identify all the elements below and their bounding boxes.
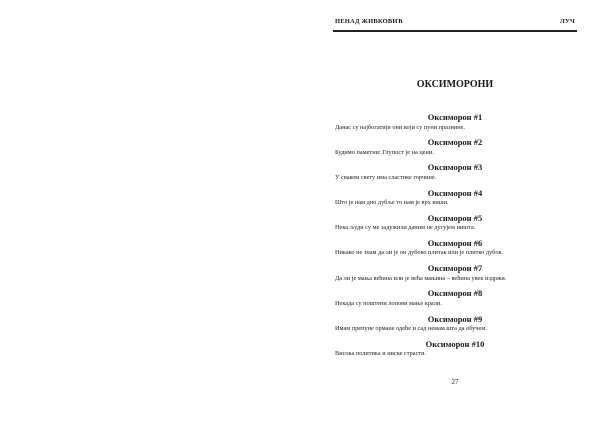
oxymoron-entry-3 <box>335 162 575 187</box>
book-page <box>333 0 577 424</box>
oxymoron-entry-1 <box>335 112 575 137</box>
header-book-title: ЛУЧ <box>560 18 575 25</box>
entry-heading: Оксиморон #1 <box>427 112 483 122</box>
chapter-title: ОКСИМОРОНИ <box>416 79 494 90</box>
entry-heading: Оксиморон #3 <box>427 162 483 173</box>
entry-text: Нека људи су ме задужили даним не дугујем ништа. <box>335 224 476 232</box>
oxymoron-entry-10 <box>335 339 575 364</box>
entry-text: Да ли је мања већина или је већа мањина – већина увек издржи. <box>335 274 507 282</box>
entry-text: Висока политика и ниске страсти. <box>335 350 427 358</box>
entry-heading: Оксиморон #4 <box>427 187 483 198</box>
header-rule <box>333 30 577 32</box>
oxymoron-entry-7 <box>335 263 575 288</box>
entry-heading: Оксиморон #9 <box>427 313 483 324</box>
oxymoron-entry-8 <box>335 288 575 313</box>
entry-text: У сваком свету има сластике горчине. <box>335 173 437 181</box>
entry-text: Будимо паметни: Глупост је на цени. <box>335 148 434 156</box>
entry-heading: Оксиморон #7 <box>427 263 483 274</box>
oxymoron-list <box>335 112 575 364</box>
entry-text: Што је нам дно дубље то нам је врх виши. <box>335 199 449 207</box>
entry-heading: Оксиморон #2 <box>427 137 483 148</box>
entry-heading: Оксиморон #10 <box>425 338 485 349</box>
entry-text: Данас су најбогатији они који су пуни празнине. <box>335 123 465 131</box>
entry-text: Некада су поштени лопови мање крали. <box>335 299 442 307</box>
page-number: 27 <box>451 378 459 386</box>
entry-text: Никако не знам да ли је он дубоко плитак или је плитко дубок. <box>335 249 504 257</box>
oxymoron-entry-4 <box>335 188 575 213</box>
oxymoron-entry-9 <box>335 314 575 339</box>
entry-heading: Оксиморон #6 <box>427 237 483 248</box>
entry-heading: Оксиморон #8 <box>427 288 483 299</box>
oxymoron-entry-2 <box>335 137 575 162</box>
entry-text: Имам препуне ормане одеће и сад немам шта да обучем. <box>335 325 487 332</box>
oxymoron-entry-6 <box>335 238 575 263</box>
entry-heading: Оксиморон #5 <box>427 212 483 223</box>
oxymoron-entry-5 <box>335 213 575 238</box>
running-header <box>333 18 577 30</box>
header-author: НЕНАД ЖИВКОВИЋ <box>335 18 404 25</box>
